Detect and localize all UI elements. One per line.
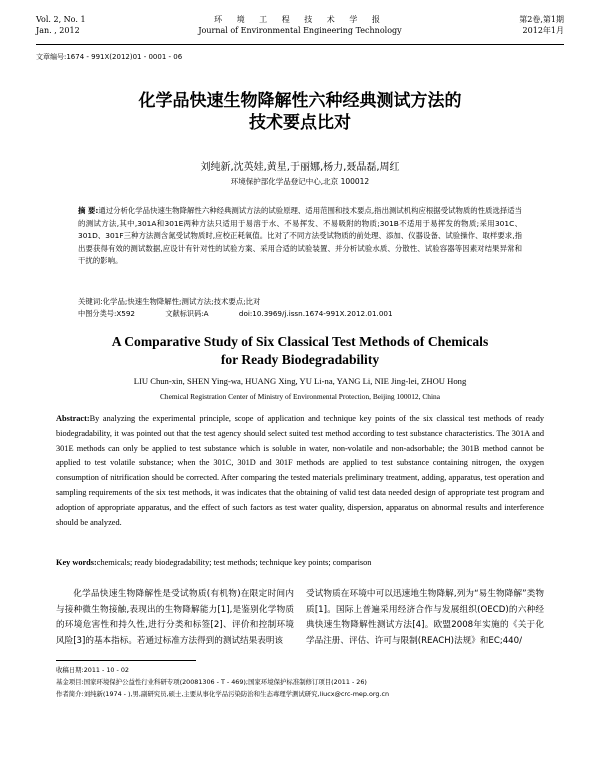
footnote-divider bbox=[56, 660, 196, 661]
title-en-line1: A Comparative Study of Six Classical Test Methods of Chemicals bbox=[111, 334, 489, 349]
footnote-author: 作者简介:刘纯新(1974 - ),男,副研究员,硕士,主要从事化学品污染防治和生态毒理学测试研究,liucx@crc-mep.org.cn bbox=[56, 690, 390, 698]
footnote-funding: 基金项目:国家环境保护公益性行业科研专项(20081306 - T - 469);国家环境保护标准制修订项目(2011 - 26) bbox=[56, 678, 367, 686]
authors-cn: 刘纯新,沈英娃,黄星,于丽娜,杨力,聂晶磊,周红 bbox=[200, 162, 400, 173]
affiliation-en: Chemical Registration Center of Ministry of Environmental Protection, Beijing 100012, China bbox=[160, 392, 440, 401]
affiliation-cn: 环境保护部化学品登记中心,北京 100012 bbox=[230, 177, 370, 186]
abstract-en-text: By analyzing the experimental principle, scope of application and technique key points of the six classical test methods of ready biodegradability, it was pointed out that the test agency should select suited test method according to test substance characteristics. The 301A and 301E methods can only be applied to test substance which is soluble in water, non-volatile and non-adsorbable; the 301B method cannot be applied to test volatile substance; when the 301C, 301D and 301F methods are applied to test substance containing nitrogen, the oxygen consumption of nitrification should be corrected. After comparing the tested materials preliminary treatment, adding, apparatus, test operation and sampling requirements of the six test methods, it was indicates that the obtaining of valid test data needed design of appropriate test program and adoption of appropriate apparatus, and the effect of such factors as test water quality, dispersion, apparatus on abnormal results and interference should be analyzed. bbox=[56, 414, 544, 527]
clc-number: 中图分类号:X592 bbox=[78, 309, 136, 318]
journal-title-cn: 环 境 工 程 技 术 学 报 bbox=[214, 15, 386, 24]
keywords-en bbox=[56, 558, 544, 567]
authors-en: LIU Chun-xin, SHEN Ying-wa, HUANG Xing, YU Li-na, YANG Li, NIE Jing-lei, ZHOU Hong bbox=[133, 376, 467, 386]
abstract-cn-text: 通过分析化学品快速生物降解性六种经典测试方法的试验原理、适用范围和技术要点,指出测试机构应根据受试物质的性质选择适当的测试方法,其中,301A和301E两种方法只适用于易溶于水、不易挥发、不易吸附的物质;301B不适用于易挥发的物质;采用301C、301D、301F三种方法测含氮受试物质时,应校正耗氧值。比对了不同方法受试物质的前处理、添加、仪器设备、试验操作、取样要求,指出要获得有效的测试数据,应设计有针对性的试验方案、采用合适的试验装置、并分析试验水质、分散性、试验容器等因素对结果异常和干扰的影响。 bbox=[78, 206, 523, 265]
footnote-received: 收稿日期:2011 - 10 - 02 bbox=[56, 666, 129, 674]
abstract-cn bbox=[78, 205, 522, 268]
abstract-en bbox=[56, 412, 544, 530]
header-center bbox=[36, 14, 564, 36]
body-column-left bbox=[56, 587, 294, 649]
keywords-cn: 关键词:化学品;快速生物降解性;测试方法;技术要点;比对 bbox=[78, 297, 261, 306]
title-cn-line1: 化学品快速生物降解性六种经典测试方法的 bbox=[138, 91, 462, 111]
body-paragraph-right: 受试物质在环境中可以迅速地生物降解,列为“易生物降解”类物质[1]。国际上普遍采用经济合作与发展组织(OECD)的六种经典快速生物降解性测试方法[4]。欧盟2008年实施的《关于化学品注册、评估、许可与限制(REACH)法规》和EC;440/ bbox=[306, 589, 544, 646]
issue-date: Jan. , 2012 bbox=[36, 26, 80, 35]
title-cn-line2: 技术要点比对 bbox=[249, 113, 351, 133]
classification bbox=[78, 309, 522, 319]
body-paragraph-left: 化学品快速生物降解性是受试物质(有机物)在限定时间内与接种微生物接触,表现出的生物降解能力[1],是鉴别化学物质的环境危害性和持久性,进行分类和标签[2]、评价和控制环境风险[3]的基本指标。若通过标准方法得到的测试结果表明该 bbox=[56, 589, 294, 646]
document-code: 文献标识码:A bbox=[165, 309, 209, 318]
header-right bbox=[519, 14, 564, 36]
footnotes bbox=[56, 664, 560, 700]
volume: Vol. 2, No. 1 bbox=[36, 15, 86, 24]
title-cn bbox=[0, 90, 600, 134]
abstract-en-label: Abstract: bbox=[56, 414, 90, 423]
volume-cn: 第2卷,第1期 bbox=[519, 15, 564, 24]
header-divider bbox=[36, 44, 564, 45]
abstract-cn-label: 摘 要: bbox=[78, 206, 99, 215]
title-en-line2: for Ready Biodegradability bbox=[220, 352, 380, 367]
running-header bbox=[36, 14, 564, 44]
journal-title-en: Journal of Environmental Engineering Technology bbox=[198, 26, 402, 35]
title-en bbox=[0, 333, 600, 369]
keywords-en-text: chemicals; ready biodegradability; test methods; technique key points; comparison bbox=[96, 558, 372, 567]
body-column-right bbox=[306, 587, 544, 649]
article-number: 文章编号:1674 - 991X(2012)01 - 0001 - 06 bbox=[36, 53, 183, 61]
date-cn: 2012年1月 bbox=[522, 26, 564, 35]
keywords-en-label: Key words: bbox=[56, 558, 97, 567]
doi: doi:10.3969/j.issn.1674-991X.2012.01.001 bbox=[238, 309, 393, 318]
